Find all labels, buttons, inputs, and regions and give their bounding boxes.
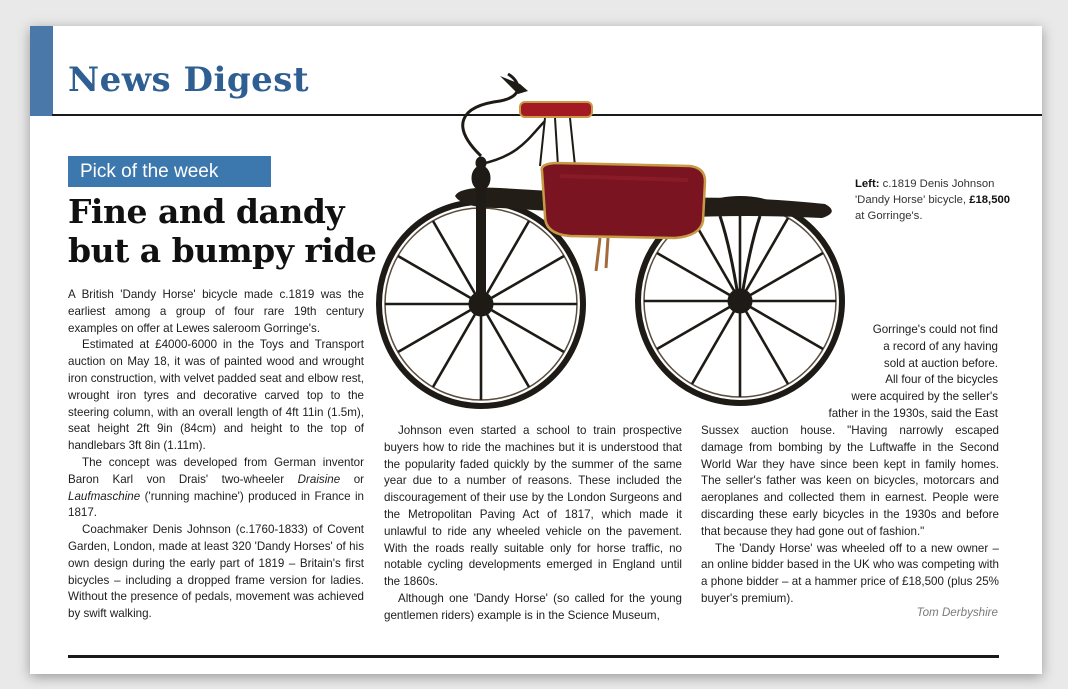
italic-term: Draisine [297,472,341,486]
footer-rule [68,655,999,658]
byline: Tom Derbyshire [916,606,998,619]
photo-caption [855,176,1015,224]
caption-text-a: c.1819 Denis Johnson 'Dandy Horse' bicycle, [855,178,995,206]
paragraph: Johnson even started a school to train prospective buyers how to ride the machines but it is understood that the popularity faded quickly by the summer of the same year due to a number of reasons. These included the discouragement of their use by the London Surgeons and the Metropolitan Paving Act of 1817, which made it unlawful to ride any wheeled vehicle on the pavement. With the roads really suitable only for horse traffic, no notable cycling developments emerged in England until the 1860s. [384,424,682,589]
wrapped-line: sold at auction before. [883,356,998,370]
section-title: News Digest [68,60,310,100]
italic-term: Laufmaschine [68,489,141,503]
caption-lead: Left: [855,178,880,190]
pick-of-week-label: Pick of the week [68,156,271,187]
elbow-rest [520,102,592,166]
caption-text-b: at Gorringe's. [855,210,923,222]
wrapped-line: were acquired by the seller's [851,390,998,404]
article-column-1 [68,287,364,623]
wrapped-line: Gorringe's could not find [872,323,998,336]
paragraph: Coachmaker Denis Johnson (c.1760-1833) of Covent Garden, London, made at least 320 'Dandy Horses' of his own design during the early part of 1819 – Britain's first bicycles – including a dropped frame version for ladies. Without the presence of pedals, movement was achieved by swift walking. [68,523,364,621]
wrapped-line: father in the 1930s, said the East [828,406,998,420]
wrapped-line: All four of the bicycles [885,373,998,387]
article-column-2 [384,423,682,625]
article-column-3-wrap [698,322,998,423]
paragraph: A British 'Dandy Horse' bicycle made c.1819 was the earliest among a group of four rare 19th century examples on offer at Lewes saleroom Gorringe's. [68,288,364,335]
text: The concept was developed from German inventor Baron Karl von Drais' two-wheeler [68,455,364,486]
paragraph: Sussex auction house. "Having narrowly escaped damage from bombing by the Luftwaffe in the Second World War they have since been kept in family homes. The seller's father was keen on bicycles, motorcars and aeroplanes and collected them in earnest. People were discarding these early bicycles in the 1930s and before that because they had gone out of fashion." [701,424,999,538]
article-column-3 [701,423,999,608]
wrapped-line: a record of any having [883,339,998,353]
headline-line-1: Fine and dandy [68,192,345,231]
paragraph: Estimated at £4000-6000 in the Toys and Transport auction on May 18, it was of painted wood and wrought iron construction, with velvet padded seat and elbow rest, wrought iron tyres and decorative carved top to the steering column, with an overall length of 4ft 11in (1.5m), seat height 2ft 9in (84cm) and height to the top of handlebars 3ft 8in (1.11m). [68,338,364,453]
paragraph [68,455,364,522]
accent-bar [30,26,53,116]
paragraph: Although one 'Dandy Horse' (so called for the young gentlemen riders) example is in the Science Museum, [384,591,682,622]
caption-price: £18,500 [969,194,1011,206]
headline-line-2: but a bumpy ride [68,231,377,270]
text: or [340,472,365,486]
article-page [30,26,1042,674]
text: ('running machine') produced in France in 1817. [68,489,364,520]
paragraph: The 'Dandy Horse' was wheeled off to a new owner – an online bidder based in the UK who was competing with a phone bidder – at a hammer price of £18,500 (plus 25% buyer's premium). [701,541,999,605]
article-headline [68,192,388,270]
